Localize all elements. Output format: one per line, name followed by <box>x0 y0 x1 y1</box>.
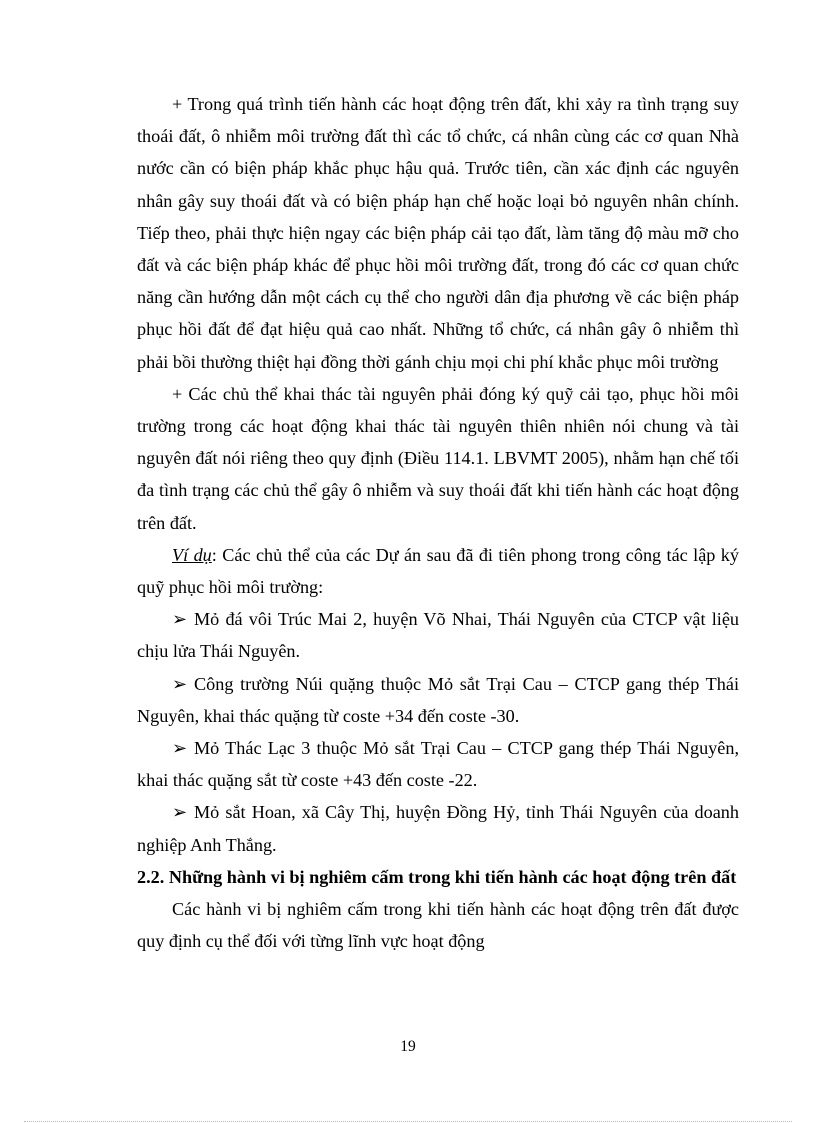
list-item-text: Công trường Núi quặng thuộc Mỏ sắt Trại Cau – CTCP gang thép Thái Nguyên, khai thác quặng từ coste +34 đến coste -30. <box>137 673 739 726</box>
page-number: 19 <box>400 1038 416 1055</box>
list-item <box>137 668 739 732</box>
list-item <box>137 603 739 667</box>
list-item <box>137 732 739 796</box>
document-page <box>137 88 739 957</box>
paragraph-closing: Các hành vi bị nghiêm cấm trong khi tiến hành các hoạt động trên đất được quy định cụ thể đối với từng lĩnh vực hoạt động <box>137 899 739 952</box>
example-text: : Các chủ thể của các Dự án sau đã đi tiên phong trong công tác lập ký quỹ phục hồi môi trường: <box>137 544 739 598</box>
paragraph-deposit: + Các chủ thể khai thác tài nguyên phải đóng ký quỹ cải tạo, phục hồi môi trường trong các hoạt động khai thác tài nguyên thiên nhiên nói chung và tài nguyên đất nói riêng theo quy định (Điều 114.1. LBVMT 2005), nhằm hạn chế tối đa tình trạng các chủ thể gây ô nhiễm và suy thoái đất khi tiến hành các hoạt động trên đất. <box>137 383 739 533</box>
arrow-bullet-icon: ➢ <box>172 609 188 630</box>
paragraph-remediation: + Trong quá trình tiến hành các hoạt động trên đất, khi xảy ra tình trạng suy thoái đất, ô nhiễm môi trường đất thì các tổ chức, cá nhân cùng các cơ quan Nhà nước cần có biện pháp khắc phục hậu quả. Trước tiên, cần xác định các nguyên nhân gây suy thoái đất và có biện pháp hạn chế hoặc loại bỏ nguyên nhân chính. Tiếp theo, phải thực hiện ngay các biện pháp cải tạo đất, làm tăng độ màu mỡ cho đất và các biện pháp khác để phục hồi môi trường đất, trong đó các cơ quan chức năng cần hướng dẫn một cách cụ thể cho người dân địa phương về các biện pháp phục hồi đất để đạt hiệu quả cao nhất. Những tổ chức, cá nhân gây ô nhiễm thì phải bồi thường thiệt hại đồng thời gánh chịu mọi chi phí khắc phục môi trường <box>137 94 739 372</box>
arrow-bullet-icon: ➢ <box>172 673 188 694</box>
list-item-text: Mỏ Thác Lạc 3 thuộc Mỏ sắt Trại Cau – CTCP gang thép Thái Nguyên, khai thác quặng sắt từ coste +43 đến coste -22. <box>137 738 739 791</box>
arrow-bullet-icon: ➢ <box>172 738 188 759</box>
example-label: Ví dụ <box>172 544 212 565</box>
section-heading: 2.2. Những hành vi bị nghiêm cấm trong khi tiến hành các hoạt động trên đất <box>137 866 737 887</box>
paragraph-example <box>137 539 739 603</box>
list-item-text: Mỏ sắt Hoan, xã Cây Thị, huyện Đồng Hỷ, tỉnh Thái Nguyên của doanh nghiệp Anh Thắng. <box>137 802 739 855</box>
list-item-text: Mỏ đá vôi Trúc Mai 2, huyện Võ Nhai, Thái Nguyên của CTCP vật liệu chịu lửa Thái Nguyên. <box>137 609 739 662</box>
arrow-bullet-icon: ➢ <box>172 802 188 823</box>
list-item <box>137 796 739 860</box>
footer-divider <box>24 1121 792 1122</box>
